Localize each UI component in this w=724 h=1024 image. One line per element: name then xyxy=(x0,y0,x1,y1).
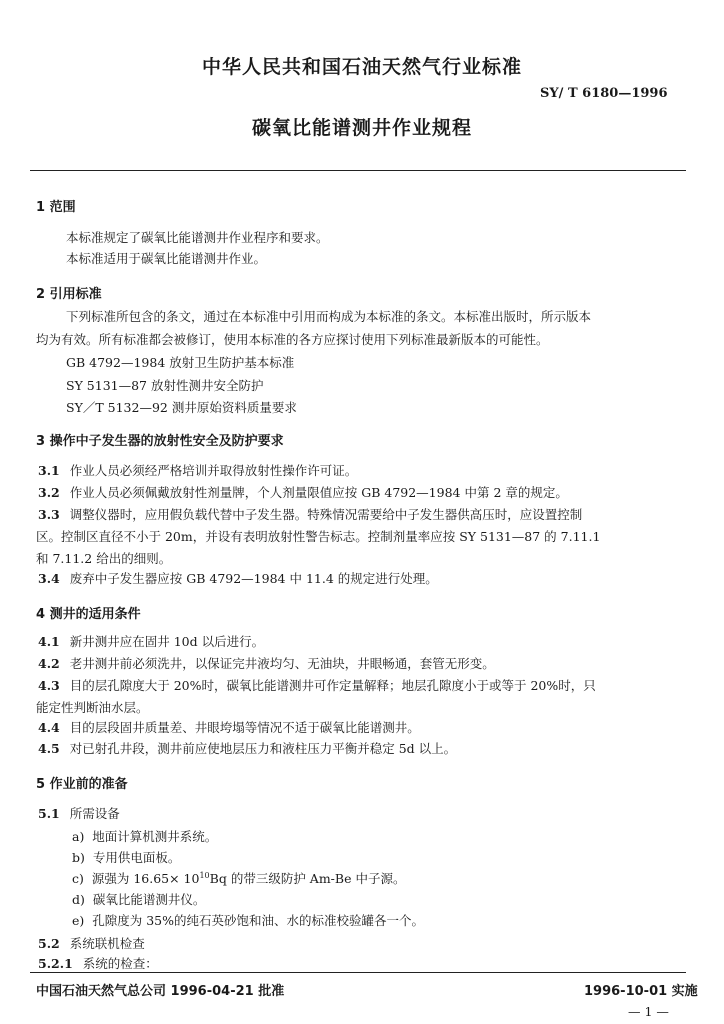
reference-item: SY／T 5132—92 测井原始资料质量要求 xyxy=(66,400,297,415)
list-item-b: b) 专用供电面板。 xyxy=(72,850,181,865)
paragraph: 本标准适用于碳氧比能谱测井作业。 xyxy=(66,251,267,266)
section-3-heading: 3 操作中子发生器的放射性安全及防护要求 xyxy=(36,434,284,449)
clause-4-3-cont: 能定性判断油水层。 xyxy=(36,700,149,715)
section-4-heading: 4 测井的适用条件 xyxy=(36,607,141,622)
issuing-organization: 中华人民共和国石油天然气行业标准 xyxy=(201,56,522,78)
clause-4-5: 4.5 对已射孔井段，测井前应使地层压力和液柱压力平衡并稳定 5d 以上。 xyxy=(38,741,457,756)
clause-4-3: 4.3 目的层孔隙度大于 20%时，碳氧比能谱测井可作定量解释；地层孔隙度小于或等于 20%时，只 xyxy=(38,678,596,693)
clause-4-2: 4.2 老井测井前必须洗井，以保证完井液均匀、无油块，井眼畅通，套管无形变。 xyxy=(38,656,495,671)
clause-3-1: 3.1 作业人员必须经严格培训并取得放射性操作许可证。 xyxy=(38,463,358,478)
reference-item: GB 4792—1984 放射卫生防护基本标准 xyxy=(66,355,295,370)
effective-date: 1996-10-01 实施 xyxy=(584,984,698,999)
section-2-heading: 2 引用标准 xyxy=(36,287,102,302)
section-1-heading: 1 范围 xyxy=(36,200,76,215)
clause-3-4: 3.4 废弃中子发生器应按 GB 4792—1984 中 11.4 的规定进行处理。 xyxy=(38,571,438,586)
list-item-a: a) 地面计算机测井系统。 xyxy=(72,829,218,844)
paragraph: 均为有效。所有标准都会被修订，使用本标准的各方应探讨使用下列标准最新版本的可能性。 xyxy=(36,332,549,347)
section-5-heading: 5 作业前的准备 xyxy=(36,777,128,792)
paragraph: 本标准规定了碳氧比能谱测井作业程序和要求。 xyxy=(66,230,329,245)
clause-4-4: 4.4 目的层段固井质量差、井眼垮塌等情况不适于碳氧比能谱测井。 xyxy=(38,720,420,735)
page-number: — 1 — xyxy=(628,1004,669,1019)
standard-code: SY/ T 6180—1996 xyxy=(540,86,668,101)
document-title: 碳氧比能谱测井作业规程 xyxy=(251,117,472,139)
approval-note: 中国石油天然气总公司 1996-04-21 批准 xyxy=(36,984,285,999)
clause-3-3: 3.3 调整仪器时，应用假负载代替中子发生器。特殊情况需要给中子发生器供高压时，应设置控制 xyxy=(38,507,583,522)
header-rule xyxy=(30,170,686,171)
footer-rule xyxy=(30,972,686,973)
list-item-c: c) 源强为 $16.65\times 10^{10}Bq$ 的带三级防护 Am-Be 中子源。 xyxy=(72,870,406,886)
clause-3-3-cont: 区。控制区直径不小于 20m，并设有表明放射性警告标志。控制剂量率应按 SY 5131—87 的 7.11.1 xyxy=(36,529,601,544)
list-item-e: e) 孔隙度为 35%的纯石英砂饱和油、水的标准校验罐各一个。 xyxy=(72,913,424,928)
clause-5-1: 5.1 所需设备 xyxy=(38,806,120,821)
clause-5-2-1: 5.2.1 系统的检查： xyxy=(38,956,158,971)
clause-4-1: 4.1 新井测井应在固井 10d 以后进行。 xyxy=(38,634,265,649)
clause-3-3-cont: 和 7.11.2 给出的细则。 xyxy=(36,551,172,566)
clause-5-2: 5.2 系统联机检查 xyxy=(38,936,145,951)
list-item-d: d) 碳氧比能谱测井仪。 xyxy=(72,892,206,907)
paragraph: 下列标准所包含的条文，通过在本标准中引用而构成为本标准的条文。本标准出版时，所示版本 xyxy=(66,309,592,324)
clause-3-2: 3.2 作业人员必须佩戴放射性剂量牌，个人剂量限值应按 GB 4792—1984 中第 2 章的规定。 xyxy=(38,485,568,500)
reference-item: SY 5131—87 放射性测井安全防护 xyxy=(66,378,264,393)
